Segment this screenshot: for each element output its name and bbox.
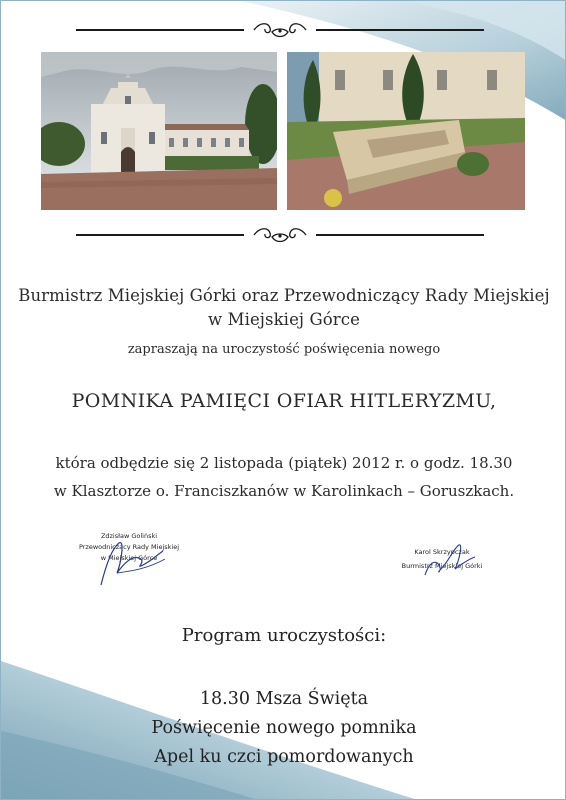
flourish-icon (250, 225, 310, 245)
program-item: Poświęcenie nowego pomnika (151, 718, 417, 738)
program-item: 18.30 Msza Święta (199, 689, 369, 709)
event-title: POMNIKA PAMIĘCI OFIAR HITLERYZMU, (71, 390, 497, 412)
signatory-role: Przewodniczący Rady Miejskiej (78, 543, 180, 551)
signatory-place: w Miejskiej Górce (100, 554, 158, 562)
flourish-icon (250, 20, 310, 40)
signatory-role: Burmistrz Miejskiej Górki (401, 562, 483, 570)
handwritten-signature-right (419, 539, 479, 583)
program-title: Program uroczystości: (181, 625, 387, 646)
event-date-time: która odbędzie się 2 listopada (piątek) 2012 r. o godz. 18.30 (55, 454, 513, 472)
invitation-line: zapraszają na uroczystość poświęcenia nowego (127, 342, 441, 357)
event-location: w Klasztorze o. Franciszkanów w Karolinkach – Goruszkach. (53, 482, 515, 500)
signature-block-left (69, 521, 189, 593)
event-details (1, 449, 566, 505)
signatory-name: Zdzisław Goliński (100, 532, 158, 540)
top-ornament-divider (76, 20, 484, 40)
middle-ornament-divider (76, 225, 484, 245)
program-item: Apel ku czci pomordowanych (154, 747, 414, 767)
hosts-line-1: Burmistrz Miejskiej Górki oraz Przewodniczący Rady Miejskiej (18, 286, 550, 305)
signature-block-right (389, 539, 495, 589)
church-photo (41, 52, 277, 210)
hosts-line-2: w Miejskiej Górce (208, 310, 360, 329)
monument-photo (287, 52, 525, 210)
handwritten-signature-left (91, 529, 171, 591)
invitation-hosts (1, 284, 566, 332)
program-list (1, 685, 566, 772)
signatory-name: Karol Skrzypczak (414, 548, 470, 556)
